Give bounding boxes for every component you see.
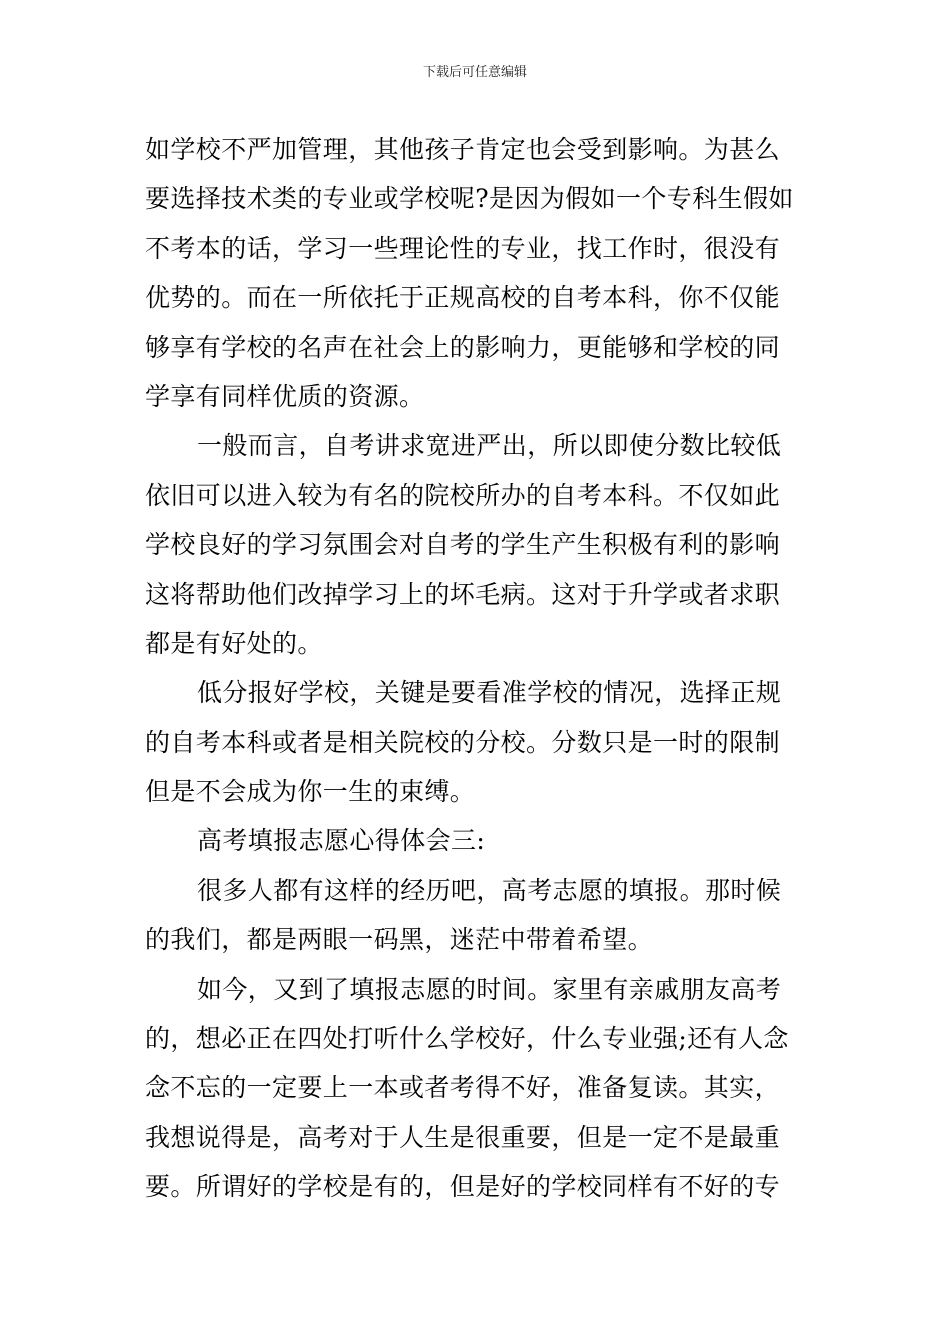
text-line: 如学校不严加管理，其他孩子肯定也会受到影响。为甚么 [145, 135, 781, 164]
section-heading [145, 816, 809, 865]
text-line: 很多人都有这样的经历吧，高考志愿的填报。那时候 [197, 875, 782, 905]
text-line: 我想说得是，高考对于人生是很重要，但是一定不是最重 [145, 1122, 781, 1152]
text-line: 这将帮助他们改掉学习上的坏毛病。这对于升学或者求职 [145, 579, 781, 609]
text-line: 够享有学校的名声在社会上的影响力，更能够和学校的同 [145, 332, 781, 362]
text-line: 低分报好学校，关键是要看准学校的情况，选择正规 [197, 678, 782, 708]
paragraph [145, 668, 809, 816]
text-line: 但是不会成为你一生的束缚。 [145, 777, 476, 807]
paragraph [145, 965, 809, 1212]
text-line: 依旧可以进入较为有名的院校所办的自考本科。不仅如此 [145, 480, 781, 510]
text-line: 学享有同样优质的资源。 [145, 381, 425, 411]
text-line: 的自考本科或者是相关院校的分校。分数只是一时的限制 [145, 727, 781, 757]
page-header: 下载后可任意编辑 [422, 65, 527, 80]
text-line: 念不忘的一定要上一本或者考得不好，准备复读。其实， [145, 1073, 781, 1103]
text-line: 高考填报志愿心得体会三: [197, 826, 486, 856]
text-line: 优势的。而在一所依托于正规高校的自考本科，你不仅能 [145, 283, 781, 313]
text-line: 要选择技术类的专业或学校呢?是因为假如一个专科生假如 [145, 184, 794, 214]
text-line: 的我们，都是两眼一码黑，迷茫中带着希望。 [145, 925, 654, 955]
paragraph [145, 866, 809, 965]
text-line: 一般而言，自考讲求宽进严出，所以即使分数比较低 [197, 431, 782, 461]
text-line: 不考本的话，学习一些理论性的专业，找工作时，很没有 [145, 233, 781, 263]
document-body [145, 125, 809, 1212]
text-line: 学校良好的学习氛围会对自考的学生产生积极有利的影响 [145, 530, 781, 560]
text-line: 如今，又到了填报志愿的时间。家里有亲戚朋友高考 [197, 974, 782, 1004]
paragraph [145, 125, 809, 421]
paragraph [145, 421, 809, 668]
text-line: 要。所谓好的学校是有的，但是好的学校同样有不好的专 [145, 1172, 781, 1202]
text-line: 的，想必正在四处打听什么学校好，什么专业强;还有人念 [145, 1024, 789, 1054]
text-line: 都是有好处的。 [145, 628, 323, 658]
